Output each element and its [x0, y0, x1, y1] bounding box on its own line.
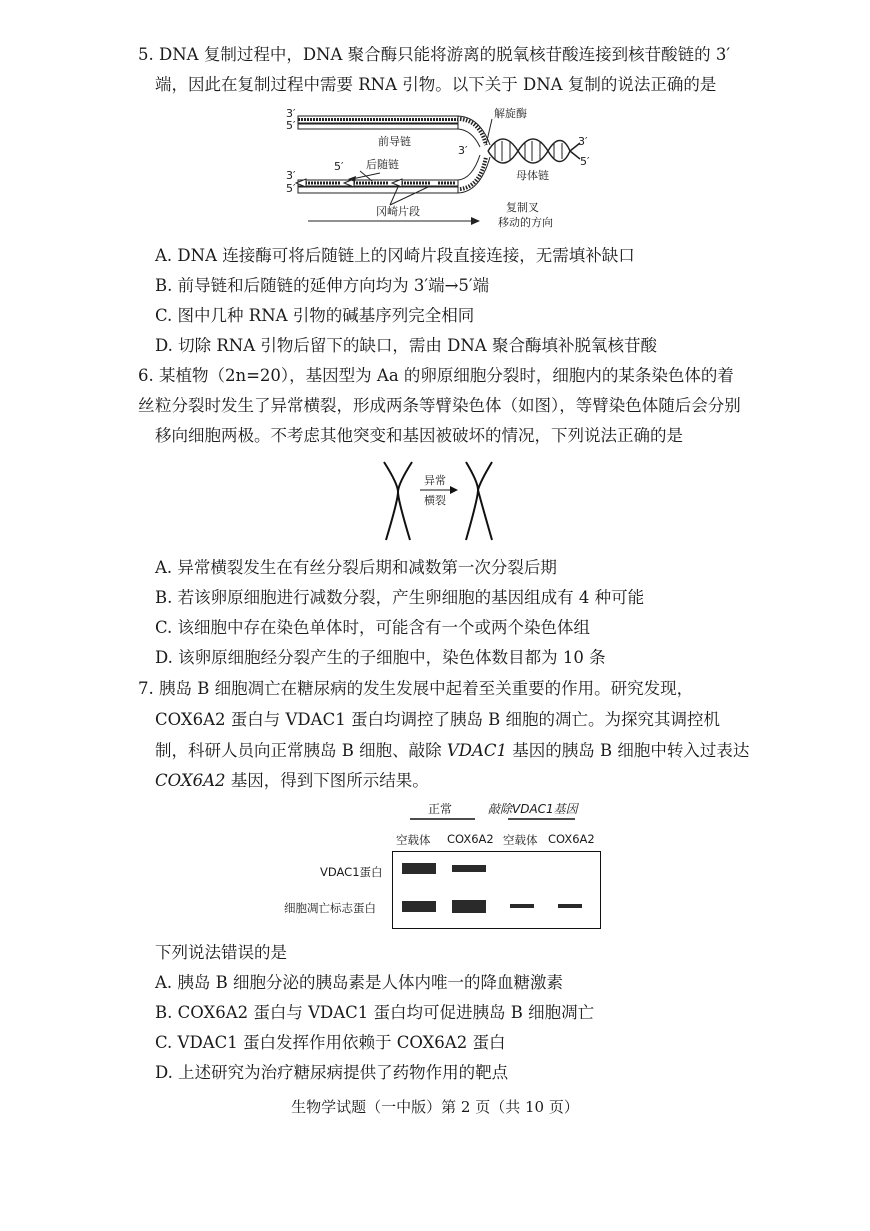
q5-option-d: D. 切除 RNA 引物后留下的缺口，需由 DNA 聚合酶填补脱氧核苷酸 [155, 336, 657, 355]
western-blot [392, 851, 602, 931]
band-marker-lane4 [558, 904, 582, 908]
label-5prime-low: 5′ [286, 182, 296, 195]
label-parent-strand: 母体链 [516, 169, 549, 182]
q7-option-d: D. 上述研究为治疗糖尿病提供了药物作用的靶点 [155, 1063, 509, 1082]
label-3prime-top: 3′ [286, 107, 296, 120]
dna-replication-figure [280, 105, 610, 235]
label-abnormal: 异常 [424, 474, 446, 487]
label-3prime-mid: 3′ [458, 144, 468, 157]
label-helicase: 解旋酶 [494, 107, 527, 120]
q7-question: 下列说法错误的是 [155, 943, 287, 962]
band-vdac1-lane2 [452, 865, 486, 872]
q6-option-c: C. 该细胞中存在染色单体时，可能含有一个或两个染色体组 [155, 618, 591, 637]
lane-label-1: 空载体 [396, 833, 431, 847]
q6-stem-line2: 粒分裂时发生了异常横裂，形成两条等臂染色体（如图），等臂染色体随后会分别 [155, 396, 741, 415]
chromosome-figure [380, 460, 500, 542]
label-3prime-low: 3′ [286, 169, 296, 182]
row-label-apoptosis-marker: 细胞凋亡标志蛋白 [284, 901, 376, 915]
group-normal-label: 正常 [428, 802, 453, 816]
label-transverse-split: 横裂 [424, 494, 446, 507]
lane-label-2: COX6A2 [447, 832, 494, 846]
label-5prime-right: 5′ [580, 155, 590, 168]
lane-label-4: COX6A2 [548, 832, 595, 846]
q6-option-d: D. 该卵原细胞经分裂产生的子细胞中，染色体数目都为 10 条 [155, 648, 606, 667]
q7-stem-line2: COX6A2 蛋白与 VDAC1 蛋白均调控了胰岛 B 细胞的凋亡。为探究其调控机 [155, 710, 721, 729]
q7-option-c: C. VDAC1 蛋白发挥作用依赖于 COX6A2 蛋白 [155, 1033, 506, 1052]
band-marker-lane2 [452, 900, 486, 913]
label-lagging-strand: 后随链 [366, 158, 399, 171]
group-knockout-label: 敲除VDAC1基因 [488, 802, 578, 816]
band-vdac1-lane1 [402, 863, 436, 874]
band-marker-lane3 [510, 904, 534, 908]
page-footer: 生物学试题（一中版）第 2 页（共 10 页） [291, 1098, 579, 1116]
q5-option-c: C. 图中几种 RNA 引物的碱基序列完全相同 [155, 306, 475, 325]
q7-option-b: B. COX6A2 蛋白与 VDAC1 蛋白均可促进胰岛 B 细胞凋亡 [155, 1003, 595, 1022]
q5-option-a: A. DNA 连接酶可将后随链上的冈崎片段直接连接，无需填补缺口 [155, 246, 635, 265]
q7-stem-line4: COX6A2 基因，得到下图所示结果。 [155, 771, 429, 790]
label-5prime-top: 5′ [286, 119, 296, 132]
q5-option-b: B. 前导链和后随链的延伸方向均为 3′端→5′端 [155, 276, 490, 295]
label-3prime-right: 3′ [578, 135, 588, 148]
q5-stem-line1: 5. DNA 复制过程中，DNA 聚合酶只能将游离的脱氧核苷酸连接到核苷酸链的 3′ [138, 45, 731, 64]
q6-stem-line3: 移向细胞两极。不考虑其他突变和基因被破坏的情况，下列说法正确的是 [155, 426, 683, 445]
q7-option-a: A. 胰岛 B 细胞分泌的胰岛素是人体内唯一的降血糖激素 [155, 973, 564, 992]
q7-stem-line1: 7. 胰岛 B 细胞凋亡在糖尿病的发生发展中起着至关重要的作用。研究发现， [138, 679, 694, 698]
label-fork-direction-1: 复制叉 [506, 201, 539, 214]
label-5prime-lagging: 5′ [334, 160, 344, 173]
row-label-vdac1: VDAC1蛋白 [320, 865, 383, 879]
isochromosome [466, 462, 492, 540]
label-fork-direction-2: 移动的方向 [498, 216, 553, 229]
q7-stem-line3: 制，科研人员向正常胰岛 B 细胞、敲除 VDAC1 基因的胰岛 B 细胞中转入过表达 [155, 741, 750, 760]
group-brackets [400, 818, 600, 822]
label-leading-strand: 前导链 [378, 135, 411, 148]
label-okazaki-fragment: 冈崎片段 [376, 205, 420, 218]
q5-stem-line2: 端，因此在复制过程中需要 RNA 引物。以下关于 DNA 复制的说法正确的是 [155, 75, 717, 94]
normal-chromosome [384, 462, 412, 540]
q6-option-a: A. 异常横裂发生在有丝分裂后期和减数第一次分裂后期 [155, 558, 557, 577]
q6-option-b: B. 若该卵原细胞进行减数分裂，产生卵细胞的基因组成有 4 种可能 [155, 588, 645, 607]
lane-label-3: 空载体 [503, 833, 538, 847]
q6-stem-line1: 6. 某植物（2n=20），基因型为 Aa 的卵原细胞分裂时，细胞内的某条染色体的着丝 [138, 366, 734, 415]
band-marker-lane1 [402, 901, 436, 912]
